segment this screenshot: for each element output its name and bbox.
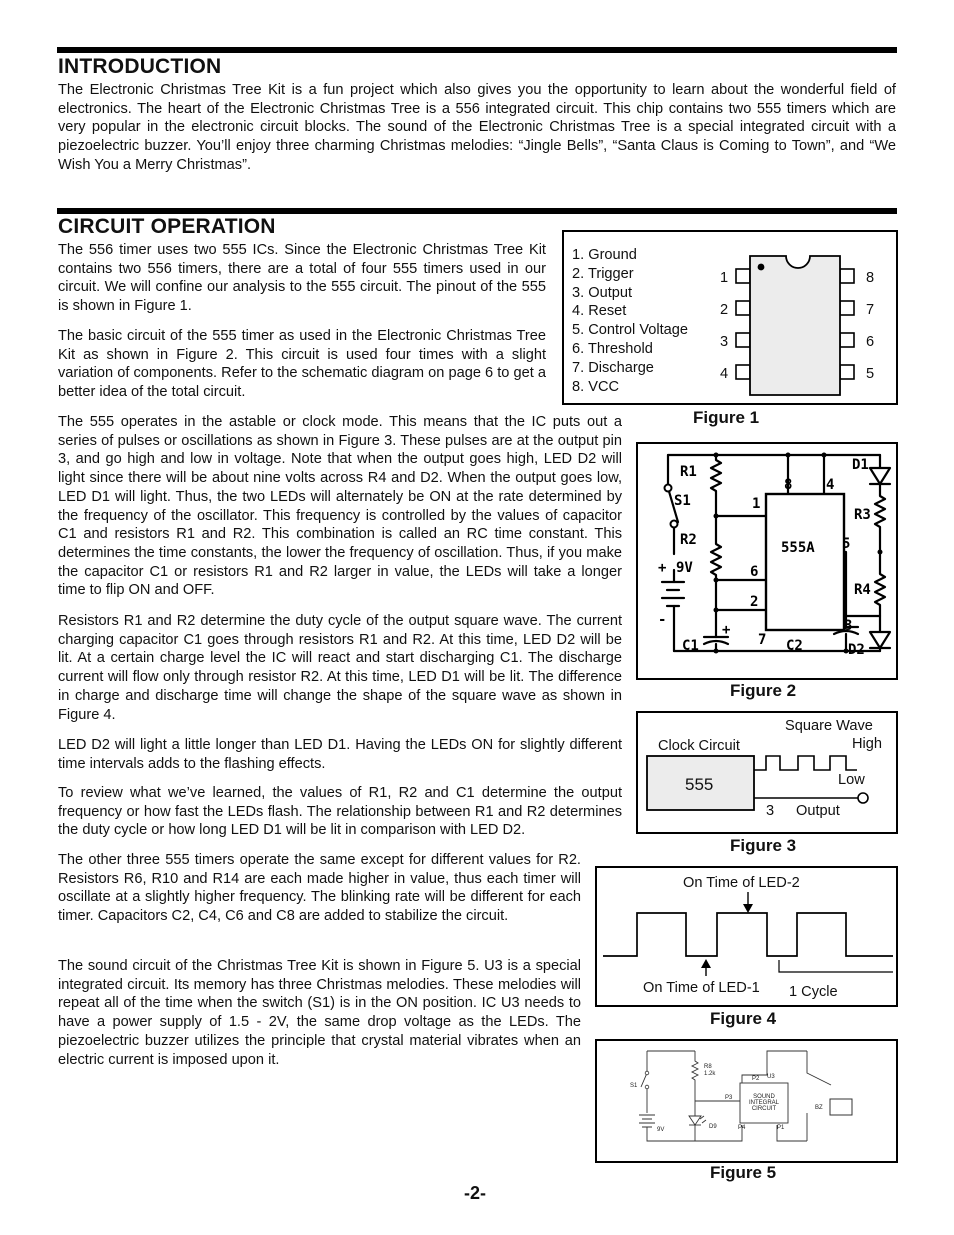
r8-value-label: 1.2k	[704, 1071, 716, 1077]
pin2-label: 2	[750, 594, 759, 610]
page-number: -2-	[464, 1183, 486, 1203]
top-rule	[57, 47, 897, 53]
pin1-label: 1	[752, 496, 761, 512]
d1-label: D1	[852, 457, 869, 473]
s1-label: S1	[630, 1083, 638, 1089]
figure3-caption: Figure 3	[730, 836, 797, 855]
pin-number: 6	[866, 334, 875, 350]
pin-list-item: 7. Discharge	[572, 359, 654, 376]
operation-paragraph-8: The sound circuit of the Christmas Tree Kit is shown in Figure 5. U3 is a special integrated circuit. Its memory has three Christmas melodies. These melodies will repeat all of the time when the switch (S1) is in the ON position. IC U3 needs to have a power supply of 1.5 - 2V, the same drop voltage as the LEDs. The piezoelectric buzzer utilizes the principle that crystal material vibrates when an electric current is imposed upon it.	[58, 958, 581, 1068]
intro-paragraph: The Electronic Christmas Tree Kit is a fun project which also gives you the opportunity to learn about the wonderful field of electronics. The heart of the Electronic Christmas Tree is a 556 integrated circuit. This chip contains two 555 timers which are very popular in the electronic circuit blocks. The sound of the Electronic Christmas Tree is a special integrated circuit with a piezoelectric buzzer. You’ll enjoy three charming Christmas melodies: “Jingle Bells”, “Santa Claus is Coming to Town”, and “We Wish You a Merry Christmas”.	[58, 82, 896, 173]
intro-heading: INTRODUCTION	[58, 55, 222, 78]
clock-output-drawing	[638, 713, 896, 832]
switch-contact	[645, 1085, 649, 1089]
output-label: Output	[796, 803, 840, 819]
p1-label: P1	[777, 1125, 785, 1131]
r3-label: R3	[854, 507, 871, 523]
chip-body	[750, 256, 840, 395]
dip8-chip-drawing	[564, 232, 896, 403]
p2-label: P2	[752, 1076, 760, 1082]
pin-list-item: 1. Ground	[572, 247, 637, 263]
led1-on-time-label: On Time of LED-1	[643, 980, 760, 996]
ic-text-line: SOUND	[753, 1094, 775, 1100]
p4-label: P4	[738, 1125, 746, 1131]
pin5-label: 5	[842, 536, 851, 552]
operation-paragraph-5: LED D2 will light a little longer than LED D1. Having the LEDs ON for slightly different time intervals adds to the flashing effects.	[58, 737, 622, 772]
square-wave-label: Square Wave	[785, 718, 873, 734]
pin6-label: 6	[750, 564, 759, 580]
d9-label: D9	[709, 1124, 717, 1130]
p3-label: P3	[725, 1095, 733, 1101]
ic-text-line: INTEGRAL	[748, 1100, 780, 1106]
figure1-pinout	[562, 230, 898, 405]
pin-number: 5	[866, 366, 875, 382]
r8-label: R8	[704, 1064, 712, 1070]
duty-cycle-waveform	[597, 868, 896, 1005]
battery-plus-label: +	[658, 560, 667, 576]
bz-label: BZ	[815, 1105, 823, 1111]
pin1-dot	[758, 264, 765, 271]
clock-circuit-label: Clock Circuit	[658, 738, 740, 754]
pin-list-item: 6. Threshold	[572, 340, 653, 357]
operation-heading: CIRCUIT OPERATION	[58, 215, 276, 238]
chip-label: 555A	[781, 540, 815, 556]
low-label: Low	[838, 772, 865, 788]
pin4-label: 4	[826, 477, 835, 493]
pin-list-item: 8. VCC	[572, 378, 620, 395]
figure2-schematic	[636, 442, 898, 680]
r1-label: R1	[680, 464, 697, 480]
u3-label: U3	[767, 1074, 775, 1080]
battery-label: 9V	[657, 1127, 665, 1133]
output-waveform	[754, 756, 857, 770]
one-cycle-label: 1 Cycle	[789, 984, 838, 1000]
r2-label: R2	[680, 532, 697, 548]
pin8-label: 8	[784, 477, 793, 493]
output-terminal	[858, 793, 868, 803]
pin-number: 3	[720, 334, 729, 350]
pin-number: 4	[720, 366, 729, 382]
c2-label: C2	[786, 638, 803, 654]
operation-paragraph-3: The 555 operates in the astable or clock mode. This means that the IC puts out a series of pulses or oscillations as shown in Figure 3. These pulses are at the output pin 3, and go high and low in voltage. Note that when the output goes high, LED D2 will light since there will be about nine volts across R4 and D2. When the output goes low, LED D1 will light. Thus, the two LEDs will alternately be ON at the rate determined by the frequency of the oscillator. This frequency is controlled by the values of capacitor C1 and resistors R1 and R2. This combination is called an RC time constant. This determines the time constants, the lower the frequency of oscillation. Thus, if you make the capacitor C1 or resistors R1 and R2 larger in value, the LEDs will take a longer time to flip ON and OFF.	[58, 414, 622, 599]
led2-on-time-label: On Time of LED-2	[683, 875, 800, 891]
chip-555a-body	[766, 494, 844, 630]
d2-label: D2	[848, 642, 865, 658]
pin-number: 1	[720, 270, 729, 286]
figure1-caption: Figure 1	[693, 408, 760, 427]
pin-list-item: 5. Control Voltage	[572, 322, 689, 339]
s1-label: S1	[674, 493, 691, 509]
switch-contact	[645, 1071, 649, 1075]
sound-circuit-wires	[639, 1051, 831, 1141]
section-rule	[57, 208, 897, 214]
pin3-label: 3	[844, 618, 853, 634]
chip-555-label: 555	[685, 775, 714, 794]
figure5-sound-circuit	[595, 1039, 898, 1163]
ic-text-line: CIRCUIT	[751, 1106, 777, 1112]
figure3-clock-circuit	[636, 711, 898, 834]
figure4-duty-cycle	[595, 866, 898, 1007]
sound-circuit-drawing	[597, 1041, 896, 1161]
battery-minus-label: -	[658, 612, 667, 628]
cycle-bracket	[779, 960, 893, 972]
c1-label: C1	[682, 638, 699, 654]
figure2-caption: Figure 2	[730, 681, 797, 700]
pin-list-item: 4. Reset	[572, 303, 627, 320]
pin-list-item: 2. Trigger	[572, 265, 634, 282]
operation-paragraph-7: The other three 555 timers operate the same except for different values for R2. Resistors R6, R10 and R14 are each made higher in value, thus each timer will oscillate at a slightly higher frequency. The blinking rate will be different for each timer. Capacitors C2, C4, C6 and C8 are added to stabilize the circuit.	[58, 852, 581, 925]
figure5-caption: Figure 5	[710, 1163, 777, 1182]
figure4-caption: Figure 4	[710, 1009, 777, 1028]
led2-arrowhead	[743, 904, 753, 913]
timer-schematic-drawing	[638, 444, 896, 678]
square-waveform	[603, 913, 893, 956]
pin-number: 8	[866, 270, 875, 286]
output-pin-label: 3	[766, 803, 775, 819]
operation-paragraph-2: The basic circuit of the 555 timer as used in the Electronic Christmas Tree Kit as shown in Figure 2. This circuit is used four times with a slight variation of components. Refer to the schematic diagram on page 6 to get a better idea of the total circuit.	[58, 328, 546, 401]
pin-number: 2	[720, 302, 729, 318]
operation-paragraph-4: Resistors R1 and R2 determine the duty cycle of the output square wave. The current charging capacitor C1 goes through resistors R1 and R2. At this time, LED D2 will be lit. At a certain charge level the IC will react and start discharging C1. The discharge current will flow only through resistor R2. At this time, LED D1 will be lit. The difference in charge and discharge time will change the shape of the square wave as shown in Figure 4.	[58, 613, 622, 723]
c1-plus-label: +	[722, 622, 731, 638]
high-label: High	[852, 736, 883, 752]
operation-paragraph-6: To review what we’ve learned, the values of R1, R2 and C1 determine the output frequency or how fast the LEDs flash. The relationship between R1 and R2 determines the duty cycle or how long LED D1 will be lit in comparison with LED D2.	[58, 785, 622, 839]
operation-paragraph-1: The 556 timer uses two 555 ICs. Since the Electronic Christmas Tree Kit contains two 556 timers, there are a total of four 555 timers used in our circuit. We will confine our analysis to the 555 circuit. The pinout of the 555 is shown in Figure 1.	[58, 242, 546, 315]
pin-list-item: 3. Output	[572, 284, 633, 301]
r4-label: R4	[854, 582, 871, 598]
battery-label: 9V	[676, 560, 693, 576]
pin7-label: 7	[758, 632, 767, 648]
pin-number: 7	[866, 302, 875, 318]
buzzer-bz	[830, 1099, 852, 1115]
